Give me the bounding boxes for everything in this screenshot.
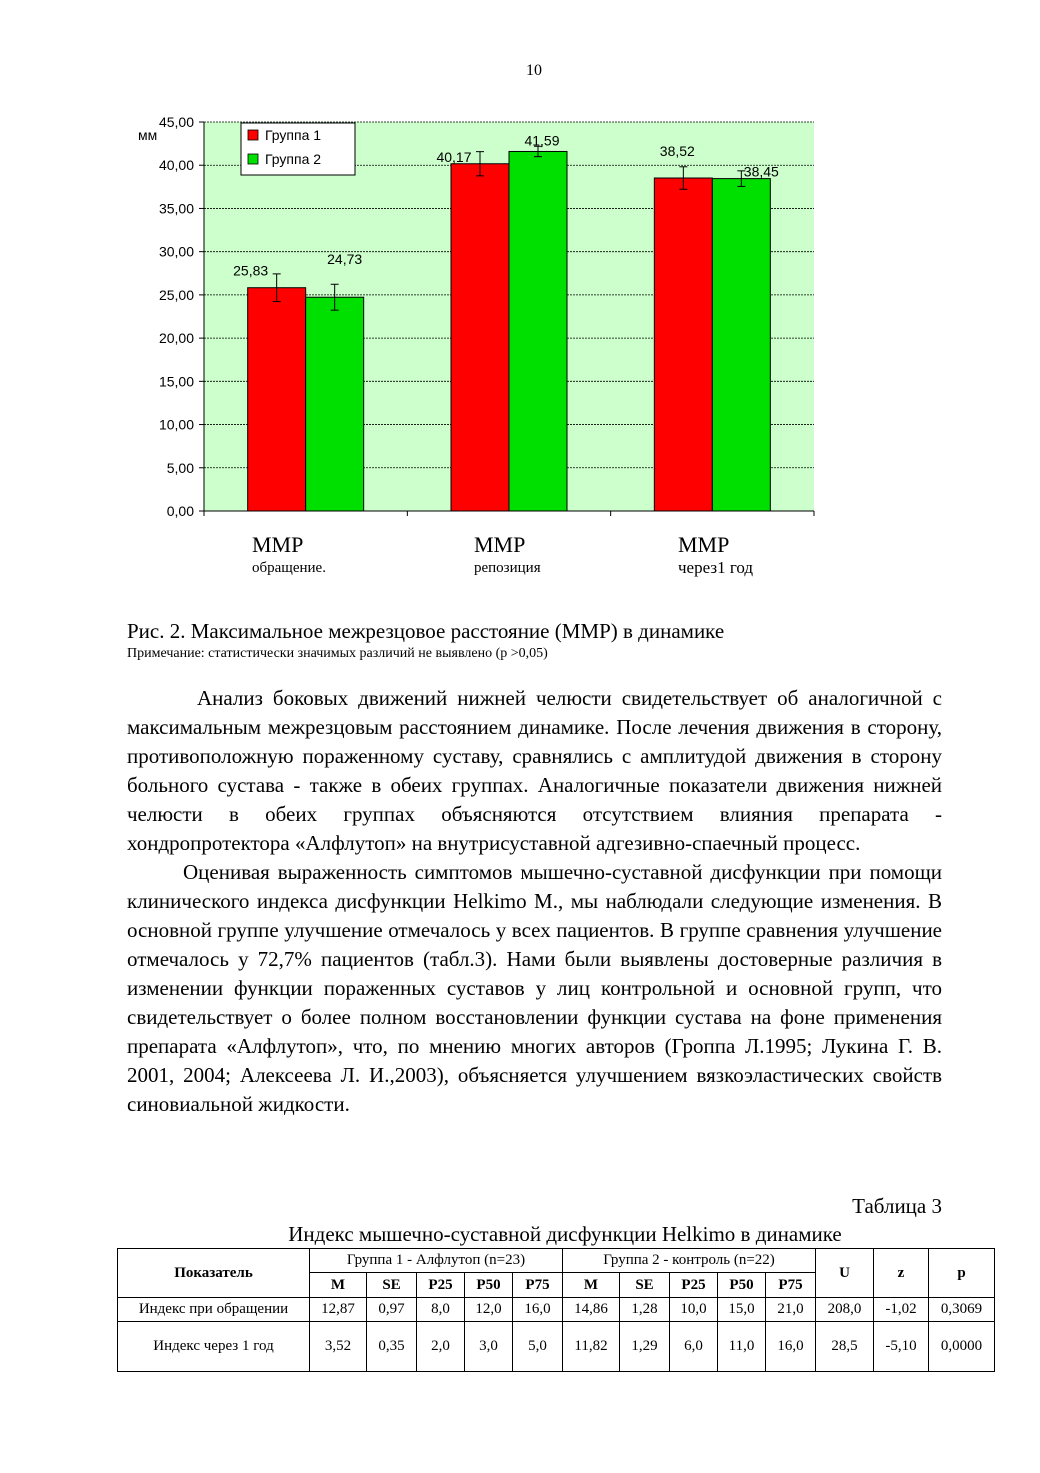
header-z: z [874, 1249, 929, 1298]
table-cell: 1,29 [620, 1322, 670, 1372]
category-label-3-line1: ММР [678, 532, 730, 557]
table-cell: 0,3069 [929, 1298, 995, 1322]
table-cell: 10,0 [670, 1298, 718, 1322]
page-number: 10 [526, 62, 542, 79]
figure-caption: Рис. 2. Максимальное межрезцовое расстояние (ММР) в динамике [127, 619, 725, 643]
legend-swatch [248, 154, 258, 164]
data-label: 41,59 [524, 132, 560, 149]
bar-2-2 [509, 151, 567, 511]
bar-1-2 [451, 164, 509, 511]
header-p: p [929, 1249, 995, 1298]
data-label: 38,52 [659, 143, 695, 160]
data-label: 40,17 [436, 148, 472, 165]
row-label: Индекс через 1 год [118, 1322, 310, 1372]
table-cell: -1,02 [874, 1298, 929, 1322]
table-cell: 21,0 [766, 1298, 816, 1322]
category-label-2-line2: репозиция [474, 560, 541, 576]
header-g1-p75: P75 [513, 1273, 563, 1298]
data-label: 38,45 [743, 163, 779, 180]
y-tick-label: 20,00 [158, 330, 194, 347]
table-cell: 208,0 [816, 1298, 874, 1322]
bar-2-1 [306, 297, 364, 511]
table-cell: 11,0 [718, 1322, 766, 1372]
y-tick-label: 25,00 [158, 286, 194, 303]
table-number: Таблица 3 [852, 1194, 942, 1218]
y-tick-label: 5,00 [166, 459, 194, 476]
figure-note: Примечание: статистически значимых различий не выявлено (p >0,05) [127, 646, 548, 661]
category-label-1-line1: ММР [252, 532, 304, 557]
header-g2-p75: P75 [766, 1273, 816, 1298]
table-cell: 12,0 [465, 1298, 513, 1322]
legend-label: Группа 1 [265, 127, 322, 143]
y-tick-label: 45,00 [158, 114, 194, 130]
table-cell: 12,87 [310, 1298, 367, 1322]
category-label-1-line2: обращение. [252, 560, 326, 576]
table-row [118, 1322, 995, 1372]
y-tick-label: 15,00 [158, 373, 194, 390]
table-cell: 3,0 [465, 1322, 513, 1372]
table-cell: 8,0 [417, 1298, 465, 1322]
data-label: 25,83 [233, 262, 269, 279]
legend-label: Группа 2 [265, 151, 322, 167]
header-g1-p50: P50 [465, 1273, 513, 1298]
table-cell: 3,52 [310, 1322, 367, 1372]
table-cell: 14,86 [563, 1298, 620, 1322]
header-g1-p25: P25 [417, 1273, 465, 1298]
category-label-1 [252, 532, 326, 578]
table-cell: 16,0 [766, 1322, 816, 1372]
header-g2-p25: P25 [670, 1273, 718, 1298]
table-cell: 1,28 [620, 1298, 670, 1322]
category-label-3 [678, 532, 753, 578]
bar-chart [130, 112, 830, 524]
row-label: Индекс при обращении [118, 1298, 310, 1322]
header-group-2: Группа 2 - контроль (n=22) [563, 1249, 816, 1273]
table-cell: 0,97 [367, 1298, 417, 1322]
table-cell: 0,0000 [929, 1322, 995, 1372]
table-cell: 0,35 [367, 1322, 417, 1372]
table-cell: 5,0 [513, 1322, 563, 1372]
bar-1-3 [654, 178, 712, 511]
category-label-2 [474, 532, 541, 578]
y-axis-label: мм [138, 127, 158, 143]
legend-swatch [248, 130, 258, 140]
table-cell: -5,10 [874, 1322, 929, 1372]
category-label-3-line2: через1 год [678, 558, 754, 577]
header-g1-m: M [310, 1273, 367, 1298]
table-cell: 28,5 [816, 1322, 874, 1372]
bar-2-3 [712, 179, 770, 511]
table-cell: 2,0 [417, 1322, 465, 1372]
header-g1-se: SE [367, 1273, 417, 1298]
category-label-2-line1: ММР [474, 532, 526, 557]
table-cell: 11,82 [563, 1322, 620, 1372]
y-tick-label: 0,00 [166, 503, 194, 519]
header-g2-m: M [563, 1273, 620, 1298]
table-cell: 6,0 [670, 1322, 718, 1372]
bar-1-1 [248, 288, 306, 511]
y-tick-label: 10,00 [158, 416, 194, 433]
header-g2-p50: P50 [718, 1273, 766, 1298]
table-cell: 16,0 [513, 1298, 563, 1322]
body-text [127, 684, 942, 1119]
helkimo-table [117, 1248, 995, 1372]
paragraph-2: Оценивая выраженность симптомов мышечно-суставной дисфункции при помощи клинического индекса дисфункции Helkimo M., мы наблюдали следующие изменения. В основной группе улучшение отмечалось у всех пациентов. В группе сравнения улучшение отмечалось у 72,7% пациентов (табл.3). Нами были выявлены достоверные различия в изменении функции пораженных суставов у лиц контрольной и основной групп, что свидетельствует о более полном восстановлении функции сустава на фоне применения препарата «Алфлутоп», что, по мнению многих авторов (Гроппа Л.1995; Лукина Г. В. 2001, 2004; Алексеева Л. И.,2003), объясняется улучшением вязкоэластических свойств синовиальной жидкости. [127, 860, 942, 1116]
header-u: U [816, 1249, 874, 1298]
y-tick-label: 35,00 [158, 200, 194, 217]
y-tick-label: 30,00 [158, 243, 194, 260]
table-cell: 15,0 [718, 1298, 766, 1322]
table-title: Индекс мышечно-суставной дисфункции Helkimo в динамике [288, 1222, 842, 1246]
header-indicator: Показатель [118, 1249, 310, 1298]
header-group-1: Группа 1 - Алфлутоп (n=23) [310, 1249, 563, 1273]
table-row [118, 1298, 995, 1322]
y-tick-label: 40,00 [158, 157, 194, 174]
data-label: 24,73 [327, 251, 363, 268]
header-g2-se: SE [620, 1273, 670, 1298]
paragraph-1: Анализ боковых движений нижней челюсти свидетельствует об аналогичной с максимальным межрезцовым расстоянием динамике. После лечения движения в сторону, противоположную пораженному суставу, сравнялись с амплитудой движения в сторону больного сустава - также в обеих группах. Аналогичные показатели движения нижней челюсти в обеих группах объясняются отсутствием влияния препарата - хондропротектора «Алфлутоп» на внутрисуставной адгезивно-спаечный процесс. [127, 686, 942, 855]
